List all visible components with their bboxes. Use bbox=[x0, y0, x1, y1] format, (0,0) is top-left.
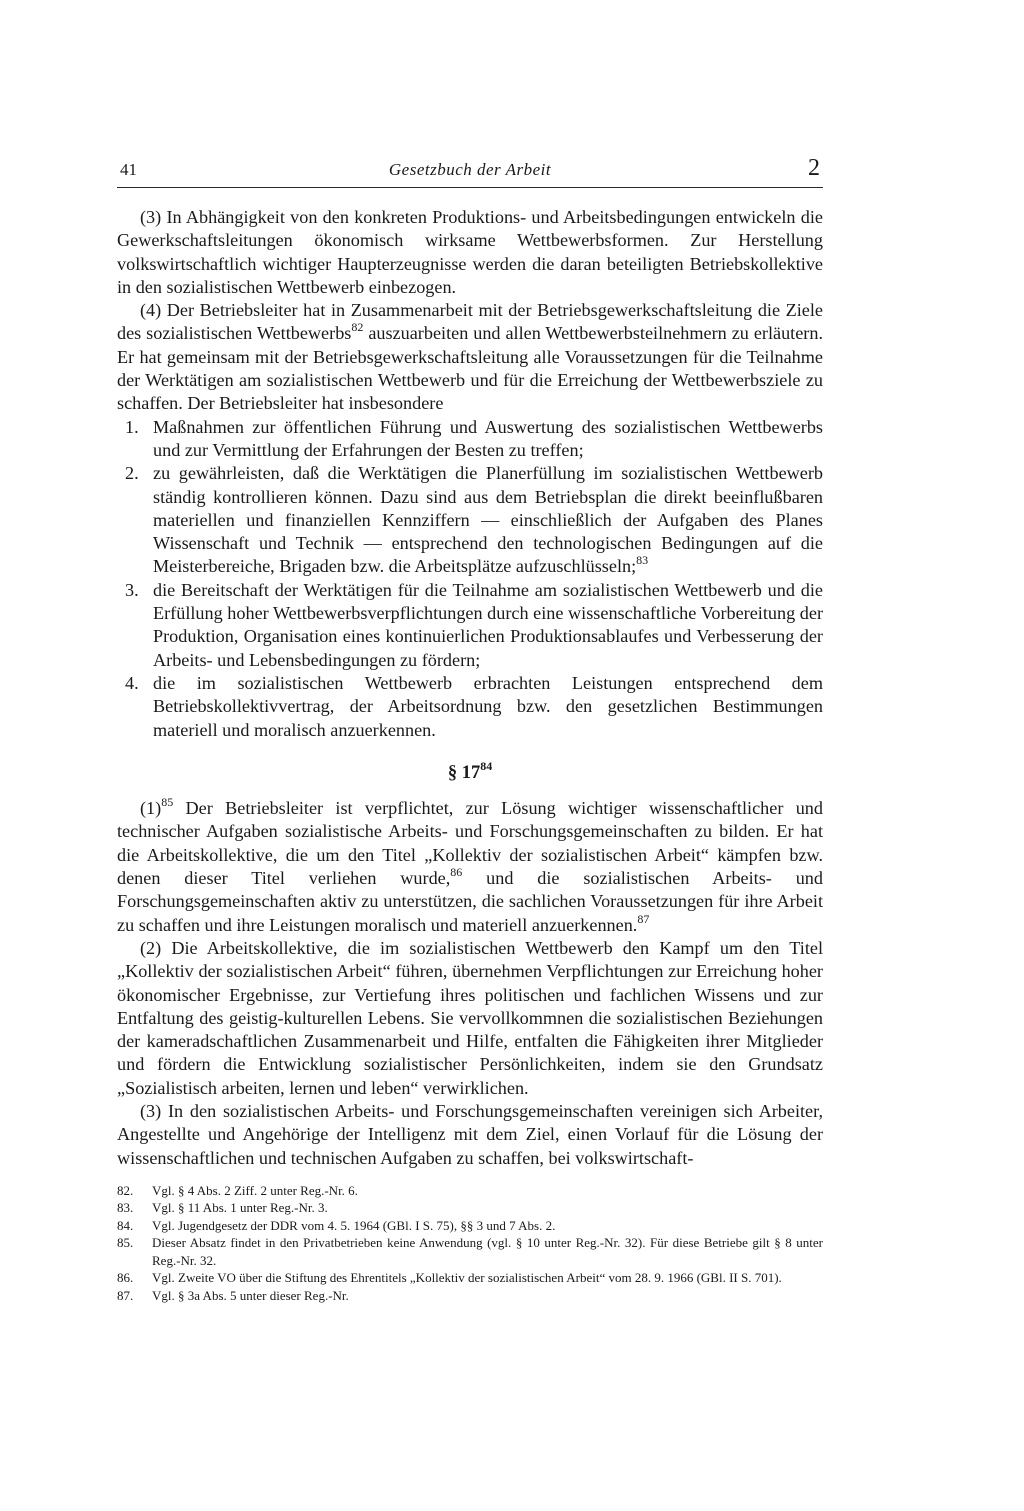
paragraph-4-text-b: auszuarbeiten und allen Wettbewerbsteilnehmern zu erläutern. Er hat gemeinsam mit der Betriebsgewerkschaftsleitung alle Voraussetzungen für die Teilnahme der Werktätigen am sozialistischen Wettbewerb und für die Erreichung der Wettbewerbsziele zu schaffen. Der Betriebsleiter hat insbesondere bbox=[117, 323, 823, 414]
footnote bbox=[117, 1199, 823, 1217]
book-title: Gesetzbuch der Arbeit bbox=[388, 160, 552, 179]
list-item bbox=[117, 579, 823, 672]
paragraph-text-b: und die sozialistischen Arbeits- und Forschungsgemeinschaften aktiv zu unterstützen, die sachlichen Voraussetzungen für ihre Arbeit zu schaffen und ihre Leistungen moralisch und materiell anzuerkennen. bbox=[117, 868, 823, 935]
section-heading bbox=[117, 758, 823, 785]
list-item-number: 3. bbox=[125, 579, 139, 600]
footnote bbox=[117, 1234, 823, 1269]
paragraph-3: (3) In Abhängigkeit von den konkreten Produktions- und Arbeitsbedingungen entwickeln die Gewerkschaftsleitungen ökonomisch wirksame Wettbewerbsformen. Zur Herstellung volkswirtschaftlich wichtiger Haupterzeugnisse werden die daran beteiligten Betriebskollektive in den sozialistischen Wettbewerb einbezogen. bbox=[117, 207, 823, 297]
footnote-ref: 82 bbox=[351, 320, 364, 335]
list-item bbox=[117, 416, 823, 463]
list-item-number: 2. bbox=[125, 463, 139, 484]
section-paragraph-1 bbox=[117, 797, 823, 937]
footnote-ref: 83 bbox=[636, 553, 649, 568]
section-label: § 17 bbox=[447, 762, 481, 783]
footnote-number: 85. bbox=[117, 1235, 134, 1251]
footnote bbox=[117, 1269, 823, 1287]
footnote-number: 86. bbox=[117, 1270, 134, 1286]
paragraph-4-text-a: (4) Der Betriebsleiter hat in Zusammenarbeit mit der Betriebsgewerkschaftsleitung die Ziele des sozialistischen Wettbewerbs bbox=[117, 300, 823, 344]
footnote-number: 84. bbox=[117, 1217, 134, 1233]
footnote bbox=[117, 1217, 823, 1235]
footnote-number: 87. bbox=[117, 1287, 134, 1303]
section-paragraph-2: (2) Die Arbeitskollektive, die im sozialistischen Wettbewerb den Kampf um den Titel „Kollektiv der sozialistischen Arbeit“ führen, übernehmen Verpflichtungen zur Erreichung hoher ökonomischer Ergebnisse, zur Vertiefung ihres politischen und fachlichen Wissens und zur Entfaltung des geistig-kulturellen Lebens. Sie vervollkommnen die sozialistischen Beziehungen der kameradschaftlichen Zusammenarbeit und Hilfe, entfalten die Fähigkeiten ihrer Mitglieder und fördern die Entwicklung sozialistischer Persönlichkeiten, indem sie den Grundsatz „Sozialistisch arbeiten, lernen und leben“ verwirklichen. bbox=[117, 937, 823, 1098]
footnote-text: Vgl. § 3a Abs. 5 unter dieser Reg.-Nr. bbox=[152, 1287, 349, 1303]
list-item-text: Maßnahmen zur öffentlichen Führung und Auswertung des sozialistischen Wettbewerbs und zur Vermittlung der Erfahrungen der Besten zu treffen; bbox=[153, 416, 823, 460]
list-item bbox=[117, 672, 823, 742]
footnote-ref: 87 bbox=[637, 911, 650, 926]
list-item-text: die Bereitschaft der Werktätigen für die Teilnahme am sozialistischen Wettbewerb und die Erfüllung hoher Wettbewerbsverpflichtungen durch eine wissenschaftliche Vorbereitung der Produktion, Organisation eines kontinuierlichen Produktionsablaufes und Verbesserung der Arbeits- und Lebensbedingungen zu fördern; bbox=[153, 579, 823, 670]
section-paragraph-3: (3) In den sozialistischen Arbeits- und Forschungsgemeinschaften vereinigen sich Arbeiter, Angestellte und Angehörige der Intelligenz mit dem Ziel, einen Vorlauf für die Lösung der wissenschaftlichen und technischen Aufgaben zu schaffen, bei volkswirtschaft- bbox=[117, 1100, 823, 1168]
footnote bbox=[117, 1287, 823, 1305]
footnote-text: Vgl. § 4 Abs. 2 Ziff. 2 unter Reg.-Nr. 6. bbox=[152, 1182, 358, 1198]
footnote bbox=[117, 1182, 823, 1200]
list-item-number: 1. bbox=[125, 416, 139, 437]
running-header bbox=[117, 157, 823, 188]
list-item-text: zu gewährleisten, daß die Werktätigen die Planerfüllung im sozialistischen Wettbewerb ständig kontrollieren können. Dazu sind aus dem Betriebsplan die direkt beeinflußbaren materiellen und finanziellen Kennziffern — einschließlich der Aufgaben des Planes Wissenschaft und Technik — entsprechend den technologischen Bedingungen auf die Meisterbereiche, Brigaden bzw. die Arbeitsplätze aufzuschlüsseln; bbox=[153, 463, 823, 577]
footnote-ref: 84 bbox=[480, 758, 493, 773]
main-text bbox=[117, 206, 823, 1170]
paragraph-text-a: Der Betriebsleiter ist verpflichtet, zur Lösung wichtiger wissenschaftlicher und technischer Aufgaben sozialistische Arbeits- und Forschungsgemeinschaften zu bilden. Er hat die Arbeitskollektive, die um den Titel „Kollektiv der sozialistischen Arbeit“ kämpfen bzw. denen dieser Titel verliehen wurde, bbox=[117, 798, 823, 889]
footnote-text: Vgl. § 11 Abs. 1 unter Reg.-Nr. 3. bbox=[152, 1200, 328, 1216]
footnotes bbox=[117, 1182, 823, 1305]
footnote-ref: 85 bbox=[161, 795, 174, 810]
document-page bbox=[117, 157, 823, 1304]
footnote-text: Vgl. Jugendgesetz der DDR vom 4. 5. 1964 (GBl. I S. 75), §§ 3 und 7 Abs. 2. bbox=[152, 1217, 556, 1233]
list-item-number: 4. bbox=[125, 672, 139, 693]
chapter-number: 2 bbox=[808, 155, 820, 181]
footnote-number: 82. bbox=[117, 1182, 134, 1198]
list-item bbox=[117, 462, 823, 578]
paragraph-4 bbox=[117, 299, 823, 415]
list-item-text: die im sozialistischen Wettbewerb erbrachten Leistungen entsprechend dem Betriebskollektivvertrag, der Arbeitsordnung bzw. den gesetzlichen Bestimmungen materiell und moralisch anzuerkennen. bbox=[153, 672, 823, 740]
page-number: 41 bbox=[120, 160, 137, 179]
footnote-text: Vgl. Zweite VO über die Stiftung des Ehrentitels „Kollektiv der sozialistischen Arbeit“ vom 28. 9. 1966 (GBl. II S. 701). bbox=[152, 1270, 782, 1286]
footnote-number: 83. bbox=[117, 1200, 134, 1216]
paragraph-prefix: (1) bbox=[140, 798, 162, 819]
duty-list bbox=[117, 416, 823, 742]
footnote-text: Dieser Absatz findet in den Privatbetrieben keine Anwendung (vgl. § 10 unter Reg.-Nr. 32). Für diese Betriebe gilt § 8 unter Reg.-Nr. 32. bbox=[152, 1235, 823, 1268]
footnote-ref: 86 bbox=[450, 864, 463, 879]
